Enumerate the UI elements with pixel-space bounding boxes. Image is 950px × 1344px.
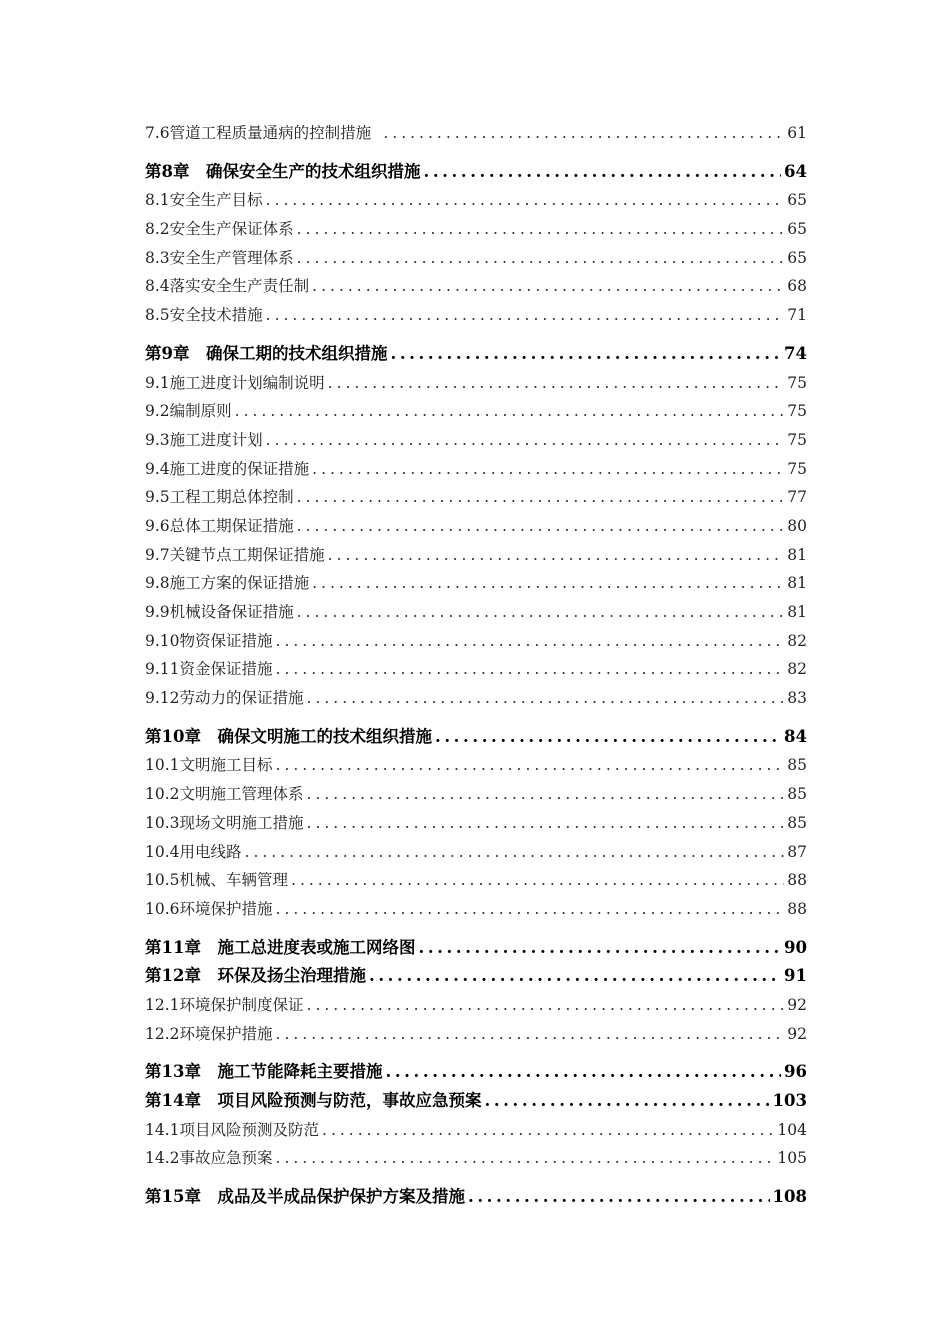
dot-leader <box>276 751 784 780</box>
toc-section-entry[interactable] <box>145 301 807 330</box>
toc-page-number: 80 <box>787 516 807 535</box>
toc-page-number: 65 <box>787 248 807 267</box>
toc-page-number: 96 <box>784 1062 807 1082</box>
toc-page-number: 88 <box>787 871 807 890</box>
toc-page-number: 104 <box>777 1120 807 1139</box>
toc-entry-title: 第11章 施工总进度表或施工网络图 <box>145 937 416 957</box>
dot-leader <box>276 895 784 924</box>
toc-entry-title: 9.3施工进度计划 <box>145 430 263 449</box>
toc-entry-title: 第14章 项目风险预测与防范，事故应急预案 <box>145 1091 482 1110</box>
toc-page-number: 84 <box>784 726 807 746</box>
toc-page-number: 105 <box>777 1149 807 1168</box>
dot-leader <box>297 512 784 541</box>
toc-entry-title: 9.4施工进度的保证措施 <box>145 459 310 478</box>
toc-entry-title: 第8章 确保安全生产的技术组织措施 <box>145 161 421 181</box>
dot-leader <box>484 1087 769 1116</box>
toc-entry-title: 9.7关键节点工期保证措施 <box>145 545 325 564</box>
dot-leader <box>266 301 784 330</box>
dot-leader <box>297 244 784 273</box>
toc-section-entry[interactable] <box>145 569 807 598</box>
toc-section-entry[interactable] <box>145 541 807 570</box>
toc-entry-title: 第9章 确保工期的技术组织措施 <box>145 343 388 363</box>
dot-leader <box>291 866 784 895</box>
toc-page-number: 77 <box>787 488 807 507</box>
dot-leader <box>307 780 784 809</box>
dot-leader <box>322 1116 774 1145</box>
toc-entry-title: 9.11资金保证措施 <box>145 660 273 679</box>
toc-section-entry[interactable] <box>145 426 807 455</box>
toc-page-number: 85 <box>787 756 807 775</box>
dot-leader <box>328 541 784 570</box>
dot-leader <box>312 272 784 301</box>
toc-page-number: 83 <box>787 689 807 708</box>
toc-page-number: 75 <box>787 402 807 421</box>
toc-section-entry[interactable] <box>145 244 807 273</box>
toc-section-entry[interactable] <box>145 838 807 867</box>
toc-entry-title: 8.3安全生产管理体系 <box>145 248 294 267</box>
toc-page-number: 90 <box>784 937 807 957</box>
dot-leader <box>418 934 781 963</box>
dot-leader <box>312 569 784 598</box>
dot-leader <box>307 684 784 713</box>
toc-page-number: 61 <box>787 124 807 142</box>
toc-section-entry[interactable] <box>145 1116 807 1145</box>
toc-section-entry[interactable] <box>145 991 807 1020</box>
dot-leader <box>297 598 784 627</box>
toc-entry-title: 8.4落实安全生产责任制 <box>145 277 310 296</box>
dot-leader <box>307 809 784 838</box>
dot-leader <box>435 723 781 752</box>
toc-entry-title: 10.1文明施工目标 <box>145 756 273 775</box>
toc-entry-title: 8.5安全技术措施 <box>145 306 263 325</box>
toc-section-entry[interactable] <box>145 627 807 656</box>
table-of-contents <box>145 119 807 1212</box>
toc-page-number: 68 <box>787 277 807 296</box>
toc-entry-title: 10.6环境保护措施 <box>145 899 273 918</box>
toc-section-entry[interactable] <box>145 369 807 398</box>
toc-section-entry[interactable] <box>145 655 807 684</box>
toc-entry-title: 9.5工程工期总体控制 <box>145 488 294 507</box>
toc-entry-title: 9.1施工进度计划编制说明 <box>145 373 325 392</box>
dot-leader <box>297 483 784 512</box>
toc-page-number: 91 <box>784 966 807 986</box>
toc-page-number: 108 <box>772 1187 807 1207</box>
toc-page-number: 82 <box>787 660 807 679</box>
toc-entry-title: 12.2环境保护措施 <box>145 1024 273 1043</box>
toc-section-entry[interactable] <box>145 809 807 838</box>
toc-entry-title: 第10章 确保文明施工的技术组织措施 <box>145 726 432 746</box>
toc-page-number: 85 <box>787 785 807 804</box>
dot-leader <box>468 1183 770 1212</box>
toc-page-number: 65 <box>787 220 807 239</box>
toc-section-entry[interactable] <box>145 455 807 484</box>
toc-entry-title: 8.1安全生产目标 <box>145 191 263 210</box>
toc-section-entry[interactable] <box>145 895 807 924</box>
toc-section-entry[interactable] <box>145 272 807 301</box>
toc-section-entry[interactable] <box>145 1020 807 1049</box>
dot-leader <box>385 1058 781 1087</box>
toc-section-entry[interactable] <box>145 780 807 809</box>
dot-leader <box>276 1020 784 1049</box>
toc-section-entry[interactable] <box>145 397 807 426</box>
dot-leader <box>276 1144 775 1173</box>
toc-entry-title: 14.1项目风险预测及防范 <box>145 1120 320 1139</box>
toc-page-number: 92 <box>787 995 807 1014</box>
dot-leader <box>266 426 784 455</box>
toc-entry-title: 10.3现场文明施工措施 <box>145 813 304 832</box>
toc-page-number: 81 <box>787 574 807 593</box>
toc-page-number: 64 <box>784 161 807 181</box>
toc-chapter-entry[interactable] <box>145 1058 807 1087</box>
toc-entry-title: 14.2事故应急预案 <box>145 1149 273 1168</box>
toc-entry-title: 9.12劳动力的保证措施 <box>145 689 304 708</box>
toc-page-number: 74 <box>784 343 807 363</box>
toc-chapter-entry[interactable] <box>145 1183 807 1212</box>
toc-page-number: 81 <box>787 603 807 621</box>
dot-leader <box>266 186 784 215</box>
toc-section-entry[interactable] <box>145 866 807 895</box>
toc-entry-title: 第15章 成品及半成品保护保护方案及措施 <box>145 1187 465 1207</box>
toc-entry-title: 8.2安全生产保证体系 <box>145 220 294 239</box>
toc-chapter-entry[interactable] <box>145 934 807 963</box>
toc-chapter-entry[interactable] <box>145 1087 807 1116</box>
toc-page-number: 87 <box>787 842 807 861</box>
toc-entry-title: 9.2编制原则 <box>145 402 232 421</box>
toc-section-entry[interactable] <box>145 512 807 541</box>
toc-entry-title: 第12章 环保及扬尘治理措施 <box>145 966 366 986</box>
toc-page-number: 82 <box>787 631 807 650</box>
dot-leader <box>312 455 784 484</box>
toc-page-number: 81 <box>787 545 807 564</box>
toc-chapter-entry[interactable] <box>145 962 807 991</box>
dot-leader <box>328 369 784 398</box>
toc-entry-title: 第13章 施工节能降耗主要措施 <box>145 1062 383 1082</box>
toc-entry-title: 7.6管道工程质量通病的控制措施 <box>145 124 372 142</box>
toc-page-number: 65 <box>787 191 807 210</box>
dot-leader <box>245 838 784 867</box>
toc-entry-title: 12.1环境保护制度保证 <box>145 995 304 1014</box>
toc-page-number: 92 <box>787 1024 807 1043</box>
toc-page-number: 75 <box>787 459 807 478</box>
toc-page-number: 71 <box>787 306 807 325</box>
dot-leader <box>276 655 784 684</box>
toc-page-number: 103 <box>772 1091 807 1110</box>
dot-leader <box>369 962 781 991</box>
toc-entry-title: 10.2文明施工管理体系 <box>145 785 304 804</box>
dot-leader <box>235 397 784 426</box>
toc-section-entry[interactable] <box>145 186 807 215</box>
toc-entry-title: 9.10物资保证措施 <box>145 631 273 650</box>
toc-page-number: 85 <box>787 813 807 832</box>
toc-section-entry[interactable] <box>145 215 807 244</box>
toc-section-entry[interactable] <box>145 119 807 148</box>
toc-entry-title: 10.5机械、车辆管理 <box>145 871 289 890</box>
dot-leader <box>423 158 781 187</box>
toc-section-entry[interactable] <box>145 751 807 780</box>
toc-page-number: 75 <box>787 430 807 449</box>
toc-section-entry[interactable] <box>145 598 807 627</box>
toc-entry-title: 9.9机械设备保证措施 <box>145 603 294 621</box>
dot-leader <box>383 119 784 148</box>
dot-leader <box>307 991 784 1020</box>
dot-leader <box>390 340 781 369</box>
dot-leader <box>276 627 784 656</box>
toc-section-entry[interactable] <box>145 483 807 512</box>
toc-page-number: 75 <box>787 373 807 392</box>
toc-section-entry[interactable] <box>145 684 807 713</box>
toc-chapter-entry[interactable] <box>145 158 807 187</box>
toc-section-entry[interactable] <box>145 1144 807 1173</box>
toc-entry-title: 9.8施工方案的保证措施 <box>145 574 310 593</box>
toc-chapter-entry[interactable] <box>145 340 807 369</box>
toc-entry-title: 9.6总体工期保证措施 <box>145 516 294 535</box>
toc-entry-title: 10.4用电线路 <box>145 842 242 861</box>
dot-leader <box>297 215 784 244</box>
toc-chapter-entry[interactable] <box>145 723 807 752</box>
toc-page-number: 88 <box>787 899 807 918</box>
